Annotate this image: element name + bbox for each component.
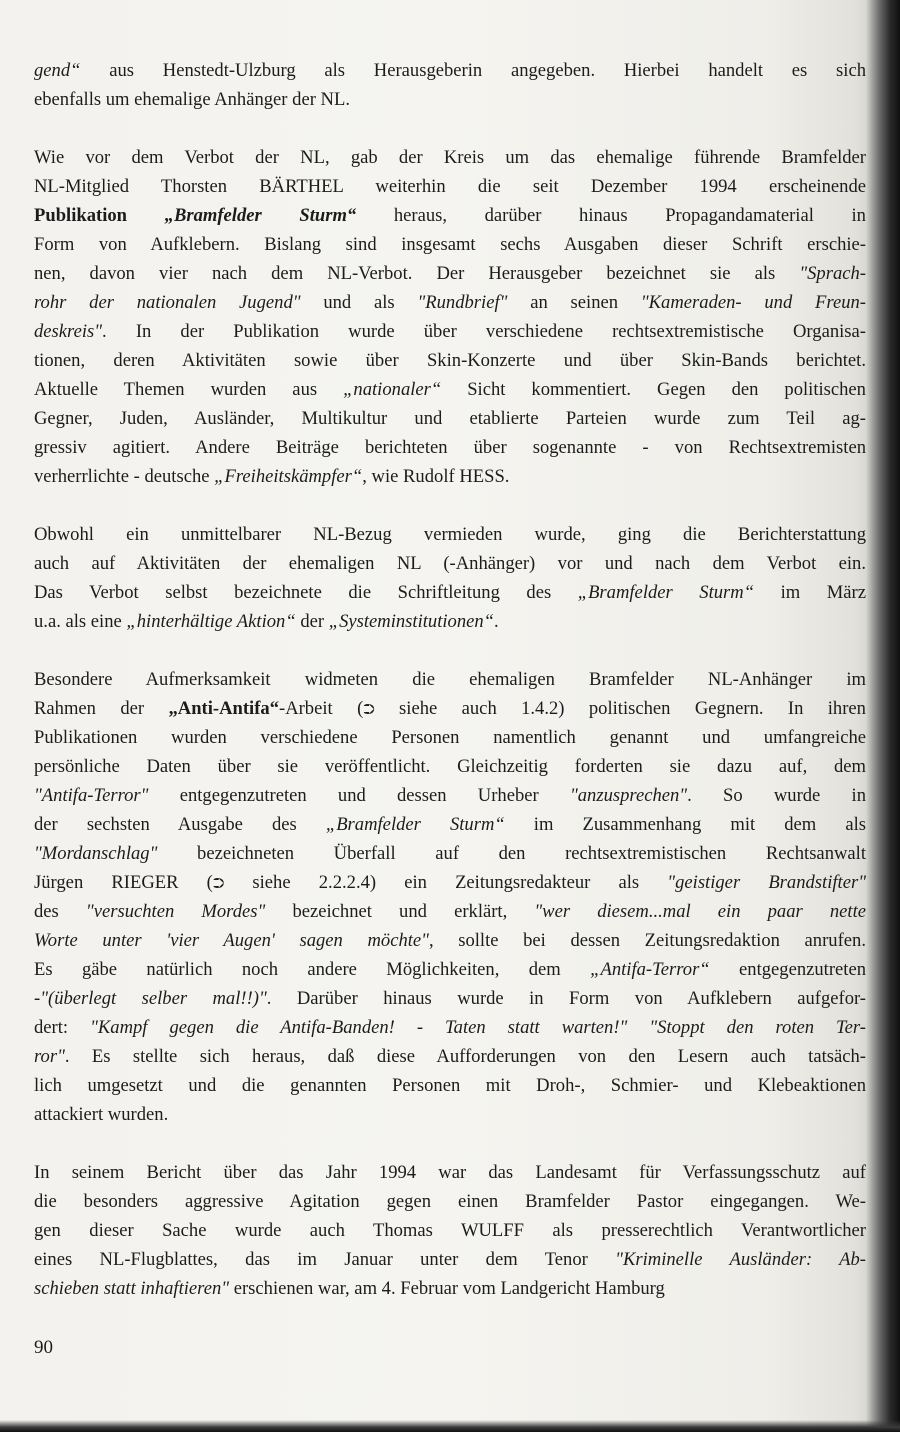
- text-segment: NL-Mitglied Thorsten BÄRTHEL weiterhin die seit Dezember 1994 erscheinende: [34, 176, 866, 197]
- text-line: [34, 317, 866, 346]
- text-line: [34, 520, 866, 549]
- text-segment: „Freiheitskämpfer“: [214, 466, 363, 487]
- text-segment: und als: [300, 292, 418, 313]
- text-line: [34, 85, 866, 114]
- text-line: [34, 665, 866, 694]
- text-line: [34, 578, 866, 607]
- text-segment: , sollte bei dessen Zeitungsredaktion anrufen.: [428, 930, 866, 951]
- text-line: [34, 955, 866, 984]
- text-line: [34, 549, 866, 578]
- text-segment: -Arbeit (: [279, 698, 364, 719]
- text-line: [34, 723, 866, 752]
- text-segment: des: [34, 901, 86, 922]
- text-segment: dert:: [34, 1017, 91, 1038]
- text-line: [34, 607, 866, 636]
- text-line: [34, 1274, 866, 1303]
- paragraph: [34, 56, 866, 114]
- text-line: [34, 752, 866, 781]
- text-segment: „Bramfelder Sturm“: [164, 205, 357, 226]
- text-segment: auch auf Aktivitäten der ehemaligen NL (-Anhänger) vor und nach dem Verbot ein.: [34, 553, 866, 574]
- text-segment: deskreis": [34, 321, 103, 342]
- text-segment: . Es stellte sich heraus, daß diese Aufforderungen von den Lesern auch tatsäch-: [64, 1046, 866, 1067]
- text-segment: Sicht kommentiert. Gegen den politischen: [441, 379, 866, 400]
- text-line: [34, 926, 866, 955]
- text-segment: "versuchten Mordes": [85, 901, 266, 922]
- text-segment: „Systeminstitutionen“: [328, 611, 495, 632]
- text-segment: heraus, darüber hinaus Propagandamaterial in: [356, 205, 866, 226]
- text-segment: "geistiger Brandstifter": [667, 872, 866, 893]
- text-segment: In seinem Bericht über das Jahr 1994 war das Landesamt für Verfassungsschutz auf: [34, 1162, 866, 1183]
- page-bottom-edge: [0, 1420, 900, 1432]
- text-segment: an seinen: [507, 292, 641, 313]
- text-segment: „hinterhältige Aktion“: [126, 611, 296, 632]
- text-line: [34, 56, 866, 85]
- text-segment: . In der Publikation wurde über verschiedene rechtsextremistische Organisa-: [102, 321, 866, 342]
- text-line: [34, 897, 866, 926]
- text-line: [34, 810, 866, 839]
- text-line: [34, 404, 866, 433]
- text-line: [34, 1216, 866, 1245]
- text-segment: Besondere Aufmerksamkeit widmeten die ehemaligen Bramfelder NL-Anhänger im: [34, 669, 866, 690]
- text-segment: persönliche Daten über sie veröffentlicht. Gleichzeitig forderten sie dazu auf, dem: [34, 756, 866, 777]
- text-segment: „Anti-Antifa“: [168, 698, 279, 719]
- text-segment: tionen, deren Aktivitäten sowie über Skin-Konzerte und über Skin-Bands berichtet.: [34, 350, 866, 371]
- text-segment: "Sprach-: [799, 263, 866, 284]
- text-line: [34, 1100, 866, 1129]
- text-segment: "Mordanschlag": [34, 843, 158, 864]
- book-spine-shadow: [866, 0, 900, 1432]
- text-segment: bezeichnet und erklärt,: [265, 901, 535, 922]
- text-segment: Publikation: [34, 205, 165, 226]
- text-line: [34, 839, 866, 868]
- arrow-right-icon: ⮊: [363, 700, 375, 718]
- text-segment: Worte unter 'vier Augen' sagen möchte": [34, 930, 429, 951]
- text-segment: Das Verbot selbst bezeichnete die Schriftleitung des: [34, 582, 578, 603]
- text-line: [34, 1013, 866, 1042]
- text-segment: Publikationen wurden verschiedene Personen namentlich genannt und umfangreiche: [34, 727, 866, 748]
- paragraph: [34, 665, 866, 1129]
- text-segment: der: [295, 611, 329, 632]
- text-segment: entgegenzutreten und dessen Urheber: [148, 785, 570, 806]
- arrow-right-icon: ⮊: [212, 874, 225, 892]
- text-line: [34, 1042, 866, 1071]
- text-line: [34, 694, 866, 723]
- text-segment: „Bramfelder Sturm“: [325, 814, 505, 835]
- paragraph: [34, 1158, 866, 1303]
- text-segment: siehe 2.2.2.4) ein Zeitungsredakteur als: [224, 872, 668, 893]
- text-segment: .: [494, 611, 499, 632]
- text-segment: „nationaler“: [343, 379, 442, 400]
- text-segment: "Rundbrief": [417, 292, 508, 313]
- text-segment: schieben statt inhaftieren": [34, 1278, 230, 1299]
- text-line: [34, 1071, 866, 1100]
- text-segment: -: [34, 988, 41, 1009]
- text-segment: "Kampf gegen die Antifa-Banden! - Taten statt warten!" "Stoppt den roten Ter-: [90, 1017, 866, 1038]
- text-line: [34, 288, 866, 317]
- text-segment: rohr der nationalen Jugend": [34, 292, 301, 313]
- text-segment: ror": [34, 1046, 65, 1067]
- text-segment: im Zusammenhang mit dem als: [504, 814, 866, 835]
- text-segment: "anzusprechen": [569, 785, 688, 806]
- text-segment: ebenfalls um ehemalige Anhänger der NL.: [34, 89, 350, 110]
- paragraph: [34, 143, 866, 491]
- text-line: [34, 1187, 866, 1216]
- text-line: [34, 1245, 866, 1274]
- text-segment: "Antifa-Terror": [34, 785, 149, 806]
- text-line: [34, 984, 866, 1013]
- text-segment: Wie vor dem Verbot der NL, gab der Kreis um das ehemalige führende Bramfelder: [34, 147, 866, 168]
- text-segment: attackiert wurden.: [34, 1104, 169, 1125]
- body-text: [34, 56, 866, 1332]
- text-line: [34, 1158, 866, 1187]
- text-segment: nen, davon vier nach dem NL-Verbot. Der Herausgeber bezeichnet sie als: [34, 263, 800, 284]
- text-segment: Gegner, Juden, Ausländer, Multikultur und etablierte Parteien wurde zum Teil ag-: [34, 408, 866, 429]
- text-line: [34, 143, 866, 172]
- text-line: [34, 172, 866, 201]
- text-line: [34, 201, 866, 230]
- text-segment: bezeichneten Überfall auf den rechtsextremistischen Rechtsanwalt: [157, 843, 866, 864]
- text-segment: Aktuelle Themen wurden aus: [34, 379, 344, 400]
- text-segment: die besonders aggressive Agitation gegen einen Bramfelder Pastor eingegangen. We-: [34, 1191, 866, 1212]
- text-segment: entgegenzutreten: [709, 959, 866, 980]
- text-segment: aus Henstedt-Ulzburg als Herausgeberin angegeben. Hierbei handelt es sich: [80, 60, 866, 81]
- text-segment: „Antifa-Terror“: [590, 959, 710, 980]
- text-segment: lich umgesetzt und die genannten Personen mit Droh-, Schmier- und Klebeaktionen: [34, 1075, 866, 1096]
- text-segment: gressiv agitiert. Andere Beiträge berichteten über sogenannte - von Rechtsextremisten: [34, 437, 866, 458]
- text-line: [34, 868, 866, 897]
- text-segment: u.a. als eine: [34, 611, 127, 632]
- text-line: [34, 433, 866, 462]
- text-segment: Obwohl ein unmittelbarer NL-Bezug vermieden wurde, ging die Berichterstattung: [34, 524, 866, 545]
- text-segment: gen dieser Sache wurde auch Thomas WULFF als presserechtlich Verantwortlicher: [34, 1220, 866, 1241]
- text-segment: „Bramfelder Sturm“: [577, 582, 755, 603]
- text-line: [34, 375, 866, 404]
- text-line: [34, 259, 866, 288]
- text-line: [34, 781, 866, 810]
- text-line: [34, 346, 866, 375]
- text-segment: im März: [754, 582, 866, 603]
- text-segment: eines NL-Flugblattes, das im Januar unter dem Tenor: [34, 1249, 616, 1270]
- text-segment: der sechsten Ausgabe des: [34, 814, 326, 835]
- text-segment: Jürgen RIEGER (: [34, 872, 213, 893]
- text-segment: . Darüber hinaus wurde in Form von Aufklebern aufgefor-: [266, 988, 866, 1009]
- text-segment: erschienen war, am 4. Februar vom Landgericht Hamburg: [229, 1278, 665, 1299]
- text-line: [34, 462, 866, 491]
- text-segment: verherrlichte - deutsche: [34, 466, 215, 487]
- text-segment: "Kriminelle Ausländer: Ab-: [615, 1249, 866, 1270]
- text-line: [34, 230, 866, 259]
- text-segment: Form von Aufklebern. Bislang sind insgesamt sechs Ausgaben dieser Schrift erschie-: [34, 234, 866, 255]
- text-segment: Rahmen der: [34, 698, 169, 719]
- text-segment: , wie Rudolf HESS.: [362, 466, 510, 487]
- page-number: 90: [34, 1337, 53, 1358]
- text-segment: "(überlegt selber mal!!)": [40, 988, 267, 1009]
- text-segment: "Kameraden- und Freun-: [640, 292, 866, 313]
- text-segment: siehe auch 1.4.2) politischen Gegnern. In ihren: [374, 698, 866, 719]
- text-segment: gend“: [34, 60, 81, 81]
- paragraph: [34, 520, 866, 636]
- text-segment: "wer diesem...mal ein paar nette: [534, 901, 866, 922]
- text-segment: . So wurde in: [687, 785, 866, 806]
- text-segment: Es gäbe natürlich noch andere Möglichkeiten, dem: [34, 959, 591, 980]
